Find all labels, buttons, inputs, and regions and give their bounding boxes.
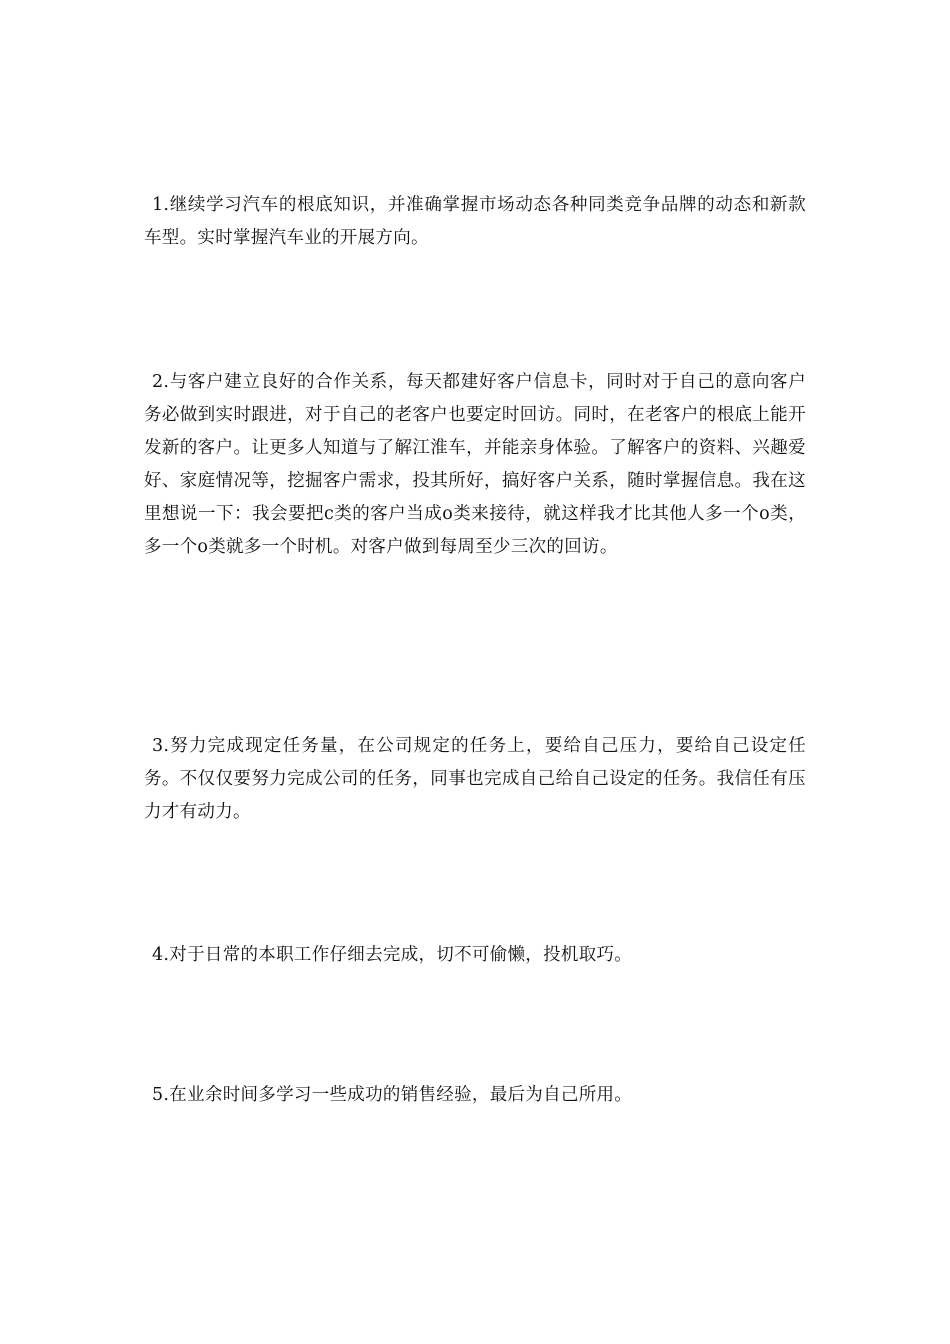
paragraph-3: 3.努力完成现定任务量，在公司规定的任务上，要给自己压力，要给自己设定任务。不仅仅要努力完成公司的任务，同事也完成自己给自己设定的任务。我信任有压力才有动力。: [144, 736, 806, 822]
paragraph-5: 5.在业余时间多学习一些成功的销售经验，最后为自己所用。: [152, 1085, 633, 1105]
paragraph-2: 2.与客户建立良好的合作关系，每天都建好客户信息卡，同时对于自己的意向客户务必做到实时跟进，对于自己的老客户也要定时回访。同时，在老客户的根底上能开发新的客户。让更多人知道与了解江淮车，并能亲身体验。了解客户的资料、兴趣爱好、家庭情况等，挖掘客户需求，投其所好，搞好客户关系，随时掌握信息。我在这里想说一下：我会要把c类的客户当成o类来接待，就这样我才比其他人多一个o类，多一个o类就多一个时机。对客户做到每周至少三次的回访。: [144, 372, 806, 557]
paragraph-4: 4.对于日常的本职工作仔细去完成，切不可偷懒，投机取巧。: [152, 945, 633, 965]
paragraph-1: 1.继续学习汽车的根底知识，并准确掌握市场动态各种同类竞争品牌的动态和新款车型。实时掌握汽车业的开展方向。: [144, 195, 806, 248]
